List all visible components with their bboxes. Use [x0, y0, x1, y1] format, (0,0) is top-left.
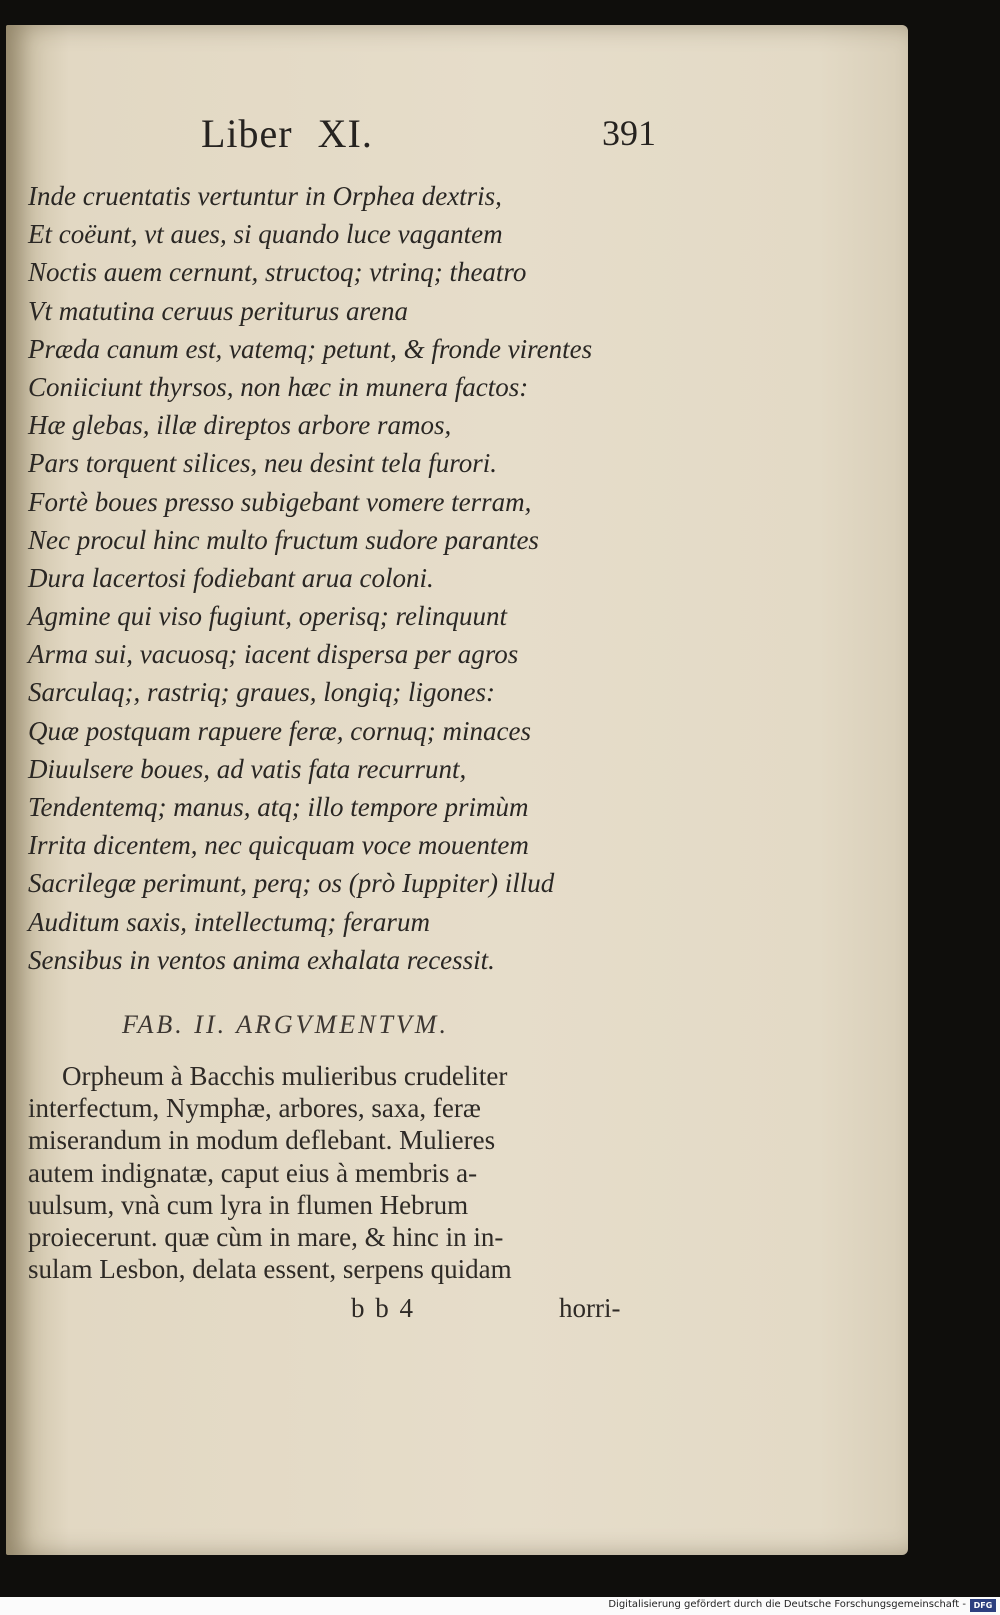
signature-mark: b b 4 — [351, 1293, 415, 1323]
verse-line: Coniiciunt thyrsos, non hæc in munera factos: — [28, 371, 529, 402]
footer-credit-bar — [0, 1597, 1000, 1615]
argument-line: uulsum, vnà cum lyra in flumen Hebrum — [28, 1189, 469, 1220]
book-title: Liber XI. — [201, 111, 373, 156]
argument-line: interfectum, Nymphæ, arbores, saxa, feræ — [28, 1093, 481, 1124]
book-page — [6, 25, 908, 1555]
verse-line: Sensibus in ventos anima exhalata recessit. — [28, 944, 495, 975]
page-number: 391 — [602, 113, 656, 153]
verse-line: Dura lacertosi fodiebant arua coloni. — [28, 562, 434, 593]
verse-line: Vt matutina ceruus periturus arena — [28, 295, 408, 326]
verse-line: Sacrilegæ perimunt, perq; os (prò Iuppiter) illud — [28, 868, 555, 899]
verse-line: Præda canum est, vatemq; petunt, & fronde virentes — [28, 333, 593, 364]
fable-heading: FAB. II. ARGVMENTVM. — [122, 1010, 449, 1039]
argument-paragraph — [28, 1060, 658, 1285]
funding-credit: Digitalisierung gefördert durch die Deutsche Forschungsgemeinschaft - — [608, 1599, 966, 1610]
verse-block — [28, 177, 648, 979]
argument-line: proiecerunt. quæ cùm in mare, & hinc in in- — [28, 1221, 504, 1252]
verse-line: Quæ postquam rapuere feræ, cornuq; minaces — [28, 715, 531, 746]
verse-line: Inde cruentatis vertuntur in Orphea dextris, — [28, 181, 502, 211]
running-head — [201, 110, 656, 160]
verse-line: Et coëunt, vt aues, si quando luce vagantem — [28, 219, 503, 250]
verse-line: Arma sui, vacuosq; iacent dispersa per agros — [28, 639, 519, 670]
argument-line: Orpheum à Bacchis mulieribus crudeliter — [62, 1061, 508, 1091]
verse-line: Auditum saxis, intellectumq; ferarum — [28, 906, 430, 937]
argument-line: autem indignatæ, caput eius à membris a- — [28, 1157, 478, 1188]
verse-line: Diuulsere boues, ad vatis fata recurrunt, — [28, 753, 467, 784]
verse-line: Noctis auem cernunt, structoq; vtrinq; theatro — [28, 257, 527, 288]
argument-line: sulam Lesbon, delata essent, serpens quidam — [28, 1254, 512, 1285]
verse-line: Nec procul hinc multo fructum sudore parantes — [28, 524, 539, 555]
catchword: horri- — [559, 1293, 621, 1323]
verse-line: Agmine qui viso fugiunt, operisq; relinquunt — [28, 601, 507, 632]
dfg-logo: DFG — [970, 1599, 996, 1612]
verse-line: Sarculaq;, rastriq; graues, longiq; ligones: — [28, 677, 495, 708]
verse-line: Tendentemq; manus, atq; illo tempore primùm — [28, 792, 529, 822]
verse-line: Fortè boues presso subigebant vomere terram, — [28, 486, 532, 517]
verse-line: Irrita dicentem, nec quicquam voce mouentem — [28, 830, 529, 861]
argument-line: miserandum in modum deflebant. Mulieres — [28, 1125, 496, 1156]
verse-line: Hæ glebas, illæ direptos arbore ramos, — [28, 410, 452, 441]
verse-line: Pars torquent silices, neu desint tela furori. — [28, 448, 497, 479]
